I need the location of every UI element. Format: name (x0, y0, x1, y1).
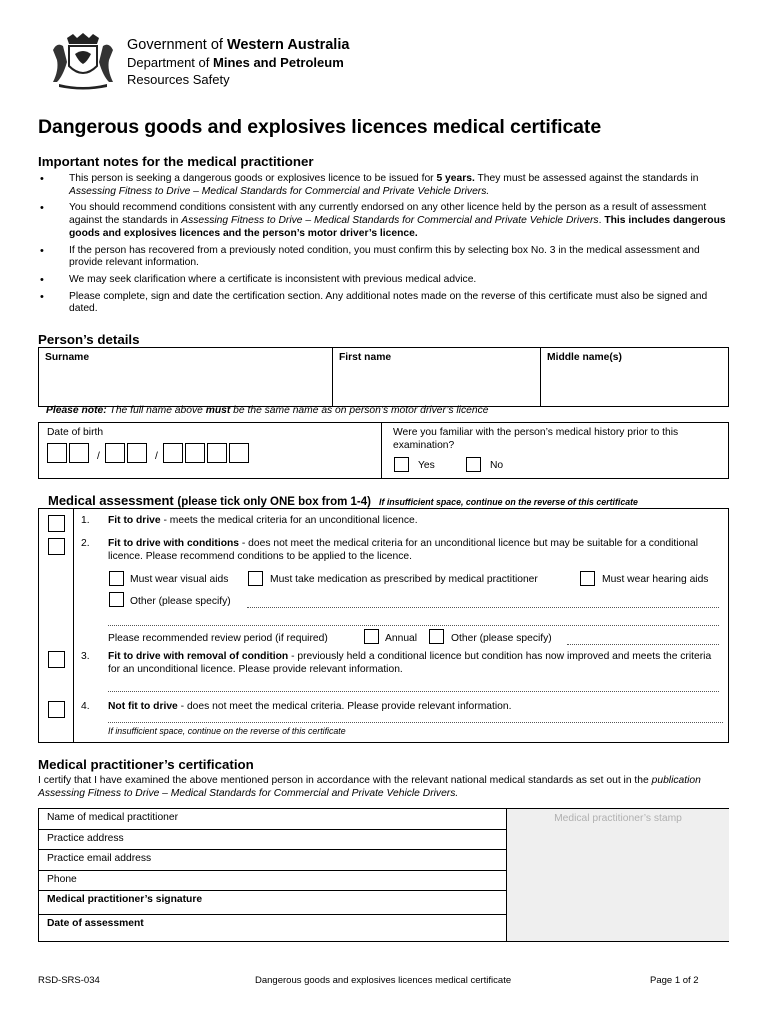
dob-separator: / (97, 451, 100, 462)
name-match-note: Please note: The full name above must be the same name as on person’s motor driver’s licence (46, 405, 489, 416)
dob-year-input[interactable] (163, 443, 251, 463)
familiar-no-checkbox[interactable] (466, 457, 481, 472)
medication-checkbox[interactable] (248, 571, 263, 586)
hearing-aids-label: Must wear hearing aids (602, 574, 709, 585)
conditions-input-line[interactable] (108, 624, 719, 626)
familiar-history-question: Were you familiar with the person’s medical history prior to this examination? (393, 427, 679, 451)
insufficient-space-note: If insufficient space, continue on the reverse of this certificate (108, 726, 346, 736)
visual-aids-label: Must wear visual aids (130, 574, 229, 585)
review-period-label: Please recommended review period (if required) (108, 633, 328, 644)
dob-month-input[interactable] (105, 443, 149, 463)
option-3-checkbox[interactable] (48, 651, 65, 668)
annual-label: Annual (385, 633, 418, 644)
note-item: • This person is seeking a dangerous goods or explosives licence to be issued for 5 years. They must be assessed against the standards in Assessing Fitness to Drive – Medical Standards for Commercial and Private Vehicle Drivers. (38, 173, 728, 198)
note-item: • We may seek clarification where a certificate is inconsistent with previous medical advice. (38, 274, 728, 287)
other-review-input[interactable] (567, 643, 719, 645)
other-review-label: Other (please specify) (451, 633, 552, 644)
other-condition-label: Other (please specify) (130, 596, 231, 607)
option-3-input-line[interactable] (108, 690, 719, 692)
option-1-text: Fit to drive - meets the medical criteria for an unconditional licence. (108, 515, 418, 526)
dob-separator: / (155, 451, 158, 462)
dob-day-input[interactable] (47, 443, 91, 463)
certification-statement: I certify that I have examined the above mentioned person in accordance with the relevant national medical standards as set out in the publication Assessing Fitness to Drive – Medical Standards for Commercial and Private Vehicle Drivers. (38, 775, 701, 799)
page-number: Page 1 of 2 (650, 975, 699, 986)
other-condition-input[interactable] (247, 606, 719, 608)
option-number: 3. (81, 651, 90, 662)
surname-field[interactable]: Surname (39, 348, 333, 407)
option-4-checkbox[interactable] (48, 701, 65, 718)
option-number: 2. (81, 538, 90, 549)
person-name-table (38, 347, 729, 407)
dob-label: Date of birth (47, 427, 104, 438)
annual-review-checkbox[interactable] (364, 629, 379, 644)
option-1-checkbox[interactable] (48, 515, 65, 532)
notes-list (38, 173, 728, 320)
document-title: Dangerous goods and explosives licences medical certificate (38, 116, 602, 138)
option-4-input-line[interactable] (108, 721, 723, 723)
other-review-checkbox[interactable] (429, 629, 444, 644)
assessment-date-field[interactable]: Date of assessment (47, 918, 144, 929)
form-code: RSD-SRS-034 (38, 975, 100, 986)
visual-aids-checkbox[interactable] (109, 571, 124, 586)
practitioner-name-field[interactable]: Name of medical practitioner (39, 809, 506, 830)
persons-details-heading: Person’s details (38, 332, 140, 347)
footer-title: Dangerous goods and explosives licences medical certificate (255, 975, 512, 986)
certification-heading: Medical practitioner’s certification (38, 757, 254, 772)
middle-names-field[interactable]: Middle name(s) (541, 348, 729, 407)
organisation-name: Government of Western Australia Department of Mines and Petroleum Resources Safety (127, 37, 350, 87)
yes-label: Yes (418, 460, 435, 471)
first-name-field[interactable]: First name (333, 348, 541, 407)
phone-field[interactable]: Phone (39, 871, 506, 891)
dob-and-history-box (38, 422, 729, 479)
medication-label: Must take medication as prescribed by medical practitioner (270, 574, 538, 585)
familiar-yes-checkbox[interactable] (394, 457, 409, 472)
note-item: • Please complete, sign and date the certification section. Any additional notes made on the reverse of this certificate must also be signed and dated. (38, 291, 728, 316)
other-condition-checkbox[interactable] (109, 592, 124, 607)
option-4-text: Not fit to drive - does not meet the medical criteria. Please provide relevant information. (108, 701, 512, 712)
option-number: 4. (81, 701, 90, 712)
practitioner-stamp-area[interactable]: Medical practitioner’s stamp (506, 809, 729, 941)
option-2-checkbox[interactable] (48, 538, 65, 555)
signature-field[interactable]: Medical practitioner’s signature (39, 891, 506, 915)
option-2-text: Fit to drive with conditions - does not meet the medical criteria for an unconditional licence but may be suitable for a conditional licence. Please recommend conditions to be applied to the licence. (108, 538, 699, 562)
option-number: 1. (81, 515, 90, 526)
medical-assessment-box (38, 508, 729, 743)
hearing-aids-checkbox[interactable] (580, 571, 595, 586)
practice-address-field[interactable]: Practice address (39, 830, 506, 850)
wa-coat-of-arms-icon (47, 32, 119, 90)
practice-email-field[interactable]: Practice email address (39, 850, 506, 871)
option-3-text: Fit to drive with removal of condition - previously held a conditional licence but condition has now improved and meets the criteria for an unconditional licence. Please provide relevant information. (108, 651, 712, 675)
no-label: No (490, 460, 504, 471)
note-item: • You should recommend conditions consistent with any currently endorsed on any other licence held by the person as a result of assessment against the standards in Assessing Fitness to Drive – Medical Standards for Commercial and Private Vehicle Drivers. This includes dangerous goods and explosives licences and the person’s motor driver’s licence. (38, 202, 728, 240)
certification-table (38, 808, 729, 942)
medical-assessment-heading: Medical assessment (please tick only ONE box from 1-4) If insufficient space, continue on the reverse of this certificate (48, 493, 638, 508)
notes-heading: Important notes for the medical practitioner (38, 154, 314, 169)
note-item: • If the person has recovered from a previously noted condition, you must confirm this by selecting box No. 3 in the medical assessment and provide relevant information. (38, 245, 728, 270)
